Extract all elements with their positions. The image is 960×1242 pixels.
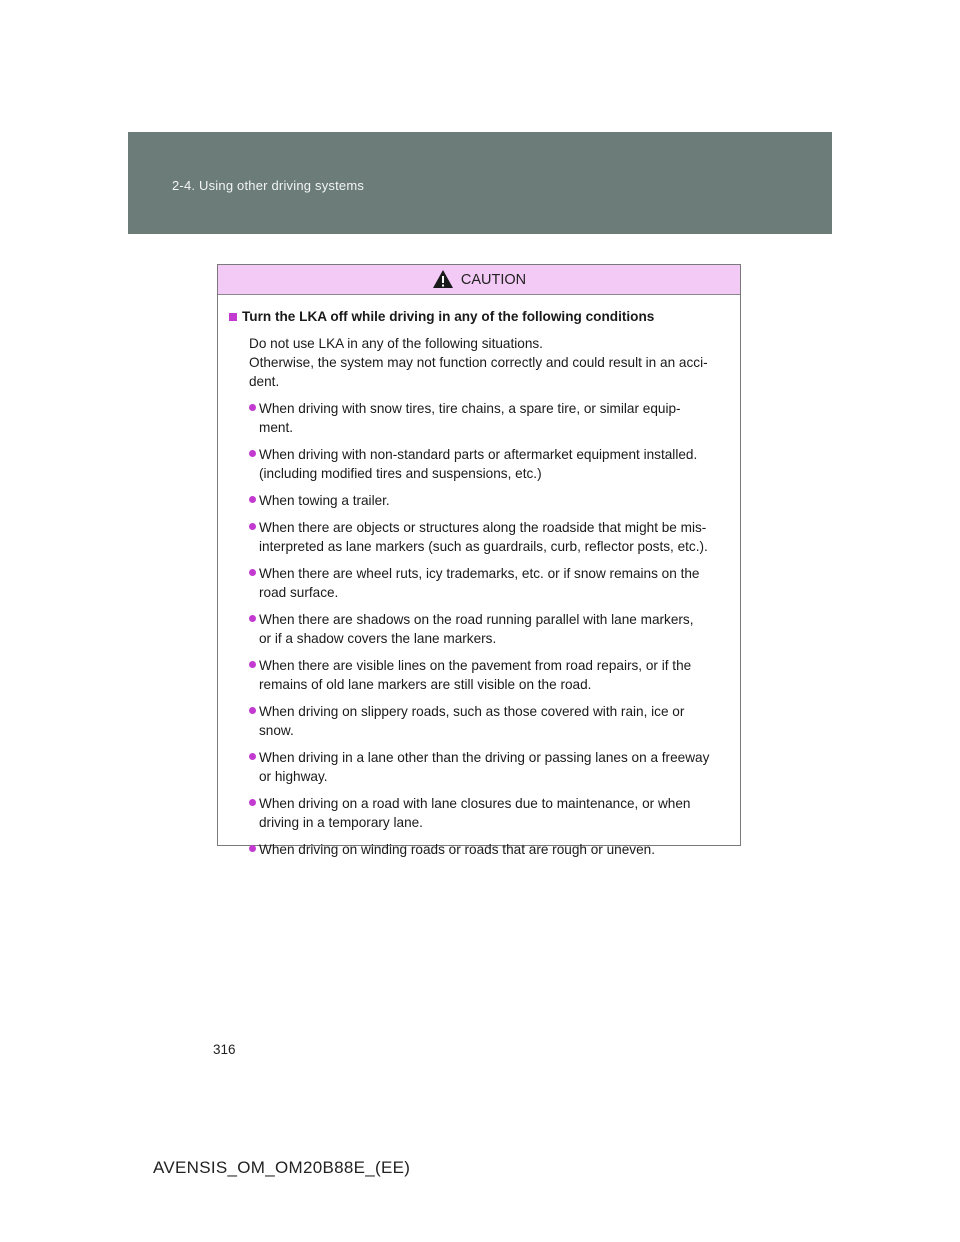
- list-item: [249, 491, 730, 510]
- list-item: [249, 656, 730, 694]
- list-item-text: When there are wheel ruts, icy trademarks, etc. or if snow remains on the road surface.: [259, 566, 700, 600]
- list-item: [249, 518, 730, 556]
- header-band: [128, 132, 832, 234]
- list-item: [249, 840, 730, 859]
- list-item-text: When there are visible lines on the pavement from road repairs, or if the remains of old lane markers are still visible on the road.: [259, 658, 692, 692]
- caution-box: [217, 264, 741, 857]
- caution-heading-text: Turn the LKA off while driving in any of the following conditions: [242, 309, 655, 324]
- list-item: [249, 794, 730, 832]
- list-item: [249, 702, 730, 740]
- caution-heading: [229, 307, 730, 326]
- intro-text: Do not use LKA in any of the following situations. Otherwise, the system may not function correctly and could result in an acci- dent.: [249, 336, 708, 389]
- list-item-text: When driving on slippery roads, such as those covered with rain, ice or snow.: [259, 704, 685, 738]
- list-item-text: When towing a trailer.: [259, 493, 390, 508]
- square-bullet-icon: [229, 313, 237, 321]
- list-item: [249, 445, 730, 483]
- list-item: [249, 399, 730, 437]
- round-bullet-icon: [249, 569, 256, 576]
- condition-list: [229, 399, 730, 859]
- list-item-text: When there are objects or structures along the roadside that might be mis- interpreted as lane markers (such as guardrails, curb, reflector posts, etc.).: [259, 520, 708, 554]
- list-item-text: When driving with non-standard parts or aftermarket equipment installed. (including modified tires and suspensions, etc.): [259, 447, 698, 481]
- page-number: 316: [213, 1042, 236, 1057]
- round-bullet-icon: [249, 661, 256, 668]
- list-item-text: When there are shadows on the road running parallel with lane markers, or if a shadow covers the lane markers.: [259, 612, 694, 646]
- list-item: [249, 610, 730, 648]
- caution-label: CAUTION: [460, 271, 527, 288]
- section-title: 2-4. Using other driving systems: [172, 178, 365, 193]
- round-bullet-icon: [249, 615, 256, 622]
- document-code: AVENSIS_OM_OM20B88E_(EE): [153, 1158, 411, 1177]
- round-bullet-icon: [249, 450, 256, 457]
- list-item: [249, 748, 730, 786]
- caution-body: [218, 295, 740, 859]
- list-item-text: When driving with snow tires, tire chains, a spare tire, or similar equip- ment.: [259, 401, 681, 435]
- round-bullet-icon: [249, 707, 256, 714]
- warning-icon: [432, 269, 454, 289]
- round-bullet-icon: [249, 496, 256, 503]
- caution-intro: [229, 334, 730, 391]
- round-bullet-icon: [249, 404, 256, 411]
- list-item-text: When driving in a lane other than the driving or passing lanes on a freeway or highway.: [259, 750, 710, 784]
- round-bullet-icon: [249, 523, 256, 530]
- caution-header: [218, 265, 740, 295]
- round-bullet-icon: [249, 799, 256, 806]
- round-bullet-icon: [249, 845, 256, 852]
- list-item-text: When driving on a road with lane closures due to maintenance, or when driving in a temporary lane.: [259, 796, 691, 830]
- round-bullet-icon: [249, 753, 256, 760]
- list-item: [249, 564, 730, 602]
- list-item-text: When driving on winding roads or roads that are rough or uneven.: [259, 842, 655, 857]
